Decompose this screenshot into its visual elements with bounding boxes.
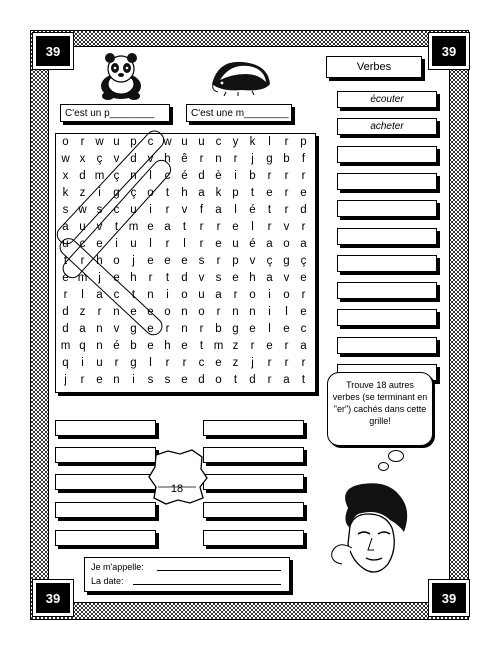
grid-letter[interactable]: o bbox=[283, 289, 290, 301]
name-date-tile bbox=[84, 557, 290, 592]
grid-letter[interactable]: o bbox=[147, 187, 154, 199]
grid-letter[interactable]: m bbox=[77, 272, 88, 284]
grid-letter[interactable]: e bbox=[130, 306, 137, 318]
grid-letter[interactable]: e bbox=[181, 374, 188, 386]
grid-letter[interactable]: r bbox=[284, 136, 289, 148]
grid-letter[interactable]: e bbox=[300, 272, 307, 284]
grid-letter[interactable]: j bbox=[64, 374, 67, 386]
grid-letter[interactable]: q bbox=[62, 357, 69, 369]
grid-letter[interactable]: r bbox=[148, 272, 153, 284]
grid-letter[interactable]: r bbox=[301, 221, 306, 233]
grid-letter[interactable]: n bbox=[232, 306, 239, 318]
grid-letter[interactable]: t bbox=[267, 204, 272, 216]
grid-letter[interactable]: g bbox=[266, 153, 273, 165]
grid-letter[interactable]: c bbox=[198, 357, 205, 369]
grid-letter[interactable]: n bbox=[130, 170, 137, 182]
grid-letter[interactable]: u bbox=[198, 289, 205, 301]
grid-letter[interactable]: o bbox=[181, 289, 188, 301]
grid-letter[interactable]: n bbox=[96, 340, 103, 352]
grid-letter[interactable]: d bbox=[79, 170, 86, 182]
grid-letter[interactable]: s bbox=[164, 374, 171, 386]
grid-letter[interactable]: u bbox=[181, 136, 188, 148]
name-label: Je m'appelle: bbox=[91, 562, 144, 572]
grid-letter[interactable]: r bbox=[199, 153, 204, 165]
grid-letter[interactable]: r bbox=[267, 221, 272, 233]
grid-letter[interactable]: r bbox=[301, 289, 306, 301]
page-number-top-right: 39 bbox=[429, 33, 469, 69]
grid-letter[interactable]: r bbox=[284, 170, 289, 182]
grid-letter[interactable]: r bbox=[301, 170, 306, 182]
grid-letter[interactable]: m bbox=[94, 170, 105, 182]
grid-letter[interactable]: h bbox=[249, 272, 256, 284]
grid-letter[interactable]: c bbox=[300, 323, 307, 335]
grid-letter[interactable]: r bbox=[114, 357, 119, 369]
grid-letter[interactable]: l bbox=[149, 170, 152, 182]
grid-letter[interactable]: s bbox=[215, 272, 222, 284]
grid-letter[interactable]: p bbox=[232, 187, 239, 199]
grid-letter[interactable]: m bbox=[213, 340, 224, 352]
grid-letter[interactable]: j bbox=[251, 153, 254, 165]
grid-letter[interactable]: r bbox=[199, 221, 204, 233]
grid-letter[interactable]: é bbox=[249, 238, 256, 250]
grid-letter[interactable]: o bbox=[62, 136, 69, 148]
grid-letter[interactable]: j bbox=[98, 272, 101, 284]
grid-letter[interactable]: n bbox=[249, 306, 256, 318]
word-list-box[interactable] bbox=[337, 255, 437, 272]
grid-letter[interactable]: u bbox=[113, 136, 120, 148]
grid-letter[interactable]: n bbox=[181, 323, 188, 335]
grid-letter[interactable]: e bbox=[62, 272, 69, 284]
grid-letter[interactable]: x bbox=[62, 170, 69, 182]
grid-letter[interactable]: g bbox=[113, 187, 120, 199]
torn-paper-shape bbox=[146, 449, 208, 505]
grid-letter[interactable]: e bbox=[147, 306, 154, 318]
grid-letter[interactable]: a bbox=[283, 374, 290, 386]
word-list-box[interactable] bbox=[337, 200, 437, 217]
grid-letter[interactable]: l bbox=[149, 238, 152, 250]
grid-letter[interactable]: v bbox=[113, 153, 120, 165]
word-list-box[interactable] bbox=[337, 173, 437, 190]
grid-letter[interactable]: e bbox=[215, 357, 222, 369]
grid-letter[interactable]: i bbox=[98, 187, 101, 199]
grid-letter[interactable]: h bbox=[164, 340, 171, 352]
grid-letter[interactable]: a bbox=[300, 238, 307, 250]
grid-letter[interactable]: e bbox=[147, 255, 154, 267]
grid-letter[interactable]: r bbox=[165, 357, 170, 369]
grid-letter[interactable]: w bbox=[95, 136, 104, 148]
grid-letter[interactable]: c bbox=[164, 170, 171, 182]
grid-letter[interactable]: m bbox=[60, 340, 71, 352]
verbs-title: Verbes bbox=[326, 56, 422, 78]
grid-letter[interactable]: ç bbox=[266, 255, 273, 267]
grid-letter[interactable]: l bbox=[268, 323, 271, 335]
grid-letter[interactable]: b bbox=[130, 340, 137, 352]
date-line[interactable] bbox=[133, 584, 281, 585]
grid-letter[interactable]: r bbox=[216, 306, 221, 318]
grid-letter[interactable]: g bbox=[283, 255, 290, 267]
grid-letter[interactable]: u bbox=[96, 357, 103, 369]
grid-letter[interactable]: a bbox=[96, 289, 103, 301]
grid-letter[interactable]: n bbox=[96, 323, 103, 335]
grid-letter[interactable]: c bbox=[147, 136, 154, 148]
grid-letter[interactable]: c bbox=[215, 136, 222, 148]
grid-letter[interactable]: t bbox=[199, 340, 204, 352]
grid-letter[interactable]: i bbox=[166, 289, 169, 301]
instruction-bubble bbox=[327, 372, 433, 446]
grid-letter[interactable]: d bbox=[62, 306, 69, 318]
word-count: 18 bbox=[170, 483, 184, 495]
grid-letter[interactable]: m bbox=[128, 221, 139, 233]
answer-box[interactable] bbox=[203, 420, 304, 436]
grid-letter[interactable]: k bbox=[215, 187, 222, 199]
grid-letter[interactable]: r bbox=[301, 357, 306, 369]
page-number-bottom-right: 39 bbox=[429, 580, 469, 616]
grid-letter[interactable]: d bbox=[300, 204, 307, 216]
grid-letter[interactable]: è bbox=[215, 170, 222, 182]
grid-letter[interactable]: d bbox=[130, 153, 137, 165]
grid-letter[interactable]: p bbox=[300, 136, 307, 148]
grid-letter[interactable]: w bbox=[163, 136, 172, 148]
grid-letter[interactable]: s bbox=[198, 255, 205, 267]
grid-letter[interactable]: t bbox=[233, 374, 238, 386]
name-line[interactable] bbox=[157, 570, 281, 571]
grid-letter[interactable]: e bbox=[147, 323, 154, 335]
grid-letter[interactable]: n bbox=[113, 306, 120, 318]
grid-letter[interactable]: n bbox=[113, 374, 120, 386]
grid-letter[interactable]: r bbox=[233, 289, 238, 301]
answer-box[interactable] bbox=[55, 530, 156, 546]
grid-letter[interactable]: i bbox=[149, 204, 152, 216]
grid-letter[interactable]: r bbox=[165, 204, 170, 216]
grid-letter[interactable]: v bbox=[147, 153, 154, 165]
grid-letter[interactable]: r bbox=[182, 357, 187, 369]
grid-letter[interactable]: t bbox=[131, 289, 136, 301]
grid-letter[interactable]: r bbox=[199, 238, 204, 250]
page-number-top-left: 39 bbox=[33, 33, 73, 69]
grid-letter[interactable]: r bbox=[80, 255, 85, 267]
grid-letter[interactable]: c bbox=[79, 238, 86, 250]
word-list-box[interactable] bbox=[337, 228, 437, 245]
grid-letter[interactable]: e bbox=[215, 238, 222, 250]
grid-letter[interactable]: h bbox=[130, 272, 137, 284]
grid-letter[interactable]: z bbox=[232, 340, 239, 352]
grid-letter[interactable]: j bbox=[132, 255, 135, 267]
grid-letter[interactable]: t bbox=[63, 255, 68, 267]
grid-letter[interactable]: d bbox=[249, 374, 256, 386]
grid-letter[interactable]: e bbox=[266, 340, 273, 352]
grid-letter[interactable]: v bbox=[96, 221, 103, 233]
grid-letter[interactable]: u bbox=[130, 238, 137, 250]
word-list-box[interactable]: acheter bbox=[337, 118, 437, 135]
grid-letter[interactable]: z bbox=[232, 357, 239, 369]
grid-letter[interactable]: l bbox=[183, 238, 186, 250]
grid-letter[interactable]: p bbox=[130, 136, 137, 148]
page-number-bottom-left: 39 bbox=[33, 580, 73, 616]
grid-letter[interactable]: e bbox=[181, 340, 188, 352]
grid-letter[interactable]: e bbox=[96, 238, 103, 250]
grid-letter[interactable]: é bbox=[113, 340, 120, 352]
grid-letter[interactable]: g bbox=[130, 357, 137, 369]
grid-letter[interactable]: r bbox=[284, 187, 289, 199]
grid-letter[interactable]: a bbox=[198, 187, 205, 199]
grid-letter[interactable]: l bbox=[149, 357, 152, 369]
thought-dot bbox=[388, 450, 404, 462]
grid-letter[interactable]: e bbox=[232, 221, 239, 233]
grid-letter[interactable]: a bbox=[62, 221, 69, 233]
grid-letter[interactable]: d bbox=[181, 272, 188, 284]
grid-letter[interactable]: a bbox=[79, 323, 86, 335]
grid-letter[interactable]: a bbox=[215, 204, 222, 216]
grid-letter[interactable]: r bbox=[199, 323, 204, 335]
grid-letter[interactable]: g bbox=[232, 323, 239, 335]
grid-letter[interactable]: v bbox=[181, 204, 188, 216]
grid-letter[interactable]: l bbox=[81, 289, 84, 301]
grid-letter[interactable]: r bbox=[80, 136, 85, 148]
panda-illustration bbox=[96, 52, 146, 100]
word-list-box[interactable] bbox=[337, 146, 437, 163]
grid-letter[interactable]: g bbox=[130, 323, 137, 335]
grid-letter[interactable]: e bbox=[300, 306, 307, 318]
grid-letter[interactable]: v bbox=[198, 272, 205, 284]
grid-letter[interactable]: v bbox=[113, 323, 120, 335]
grid-letter[interactable]: a bbox=[266, 272, 273, 284]
grid-letter[interactable]: d bbox=[198, 170, 205, 182]
grid-letter[interactable]: t bbox=[165, 187, 170, 199]
face-illustration bbox=[328, 478, 414, 578]
grid-letter[interactable]: e bbox=[181, 255, 188, 267]
word-list-box[interactable] bbox=[337, 282, 437, 299]
grid-letter[interactable]: u bbox=[79, 221, 86, 233]
grid-letter[interactable]: o bbox=[283, 238, 290, 250]
grid-letter[interactable]: h bbox=[181, 187, 188, 199]
answer-box[interactable] bbox=[203, 530, 304, 546]
grid-letter[interactable]: r bbox=[63, 289, 68, 301]
grid-letter[interactable]: e bbox=[300, 187, 307, 199]
grid-letter[interactable]: e bbox=[113, 272, 120, 284]
grid-letter[interactable]: e bbox=[96, 374, 103, 386]
grid-letter[interactable]: u bbox=[198, 136, 205, 148]
grid-letter[interactable]: i bbox=[115, 238, 118, 250]
grid-letter[interactable]: u bbox=[232, 238, 239, 250]
grid-letter[interactable]: n bbox=[181, 306, 188, 318]
grid-letter[interactable]: ç bbox=[130, 187, 137, 199]
grid-letter[interactable]: b bbox=[249, 170, 256, 182]
answer-box[interactable] bbox=[203, 502, 304, 518]
grid-letter[interactable]: r bbox=[216, 255, 221, 267]
grid-letter[interactable]: n bbox=[215, 153, 222, 165]
grid-letter[interactable]: é bbox=[181, 170, 188, 182]
instruction-text: Trouve 18 autres verbes (se terminant en "er") cachés dans cette grille! bbox=[332, 380, 428, 426]
grid-letter[interactable]: t bbox=[182, 221, 187, 233]
grid-letter[interactable]: u bbox=[62, 238, 69, 250]
grid-letter[interactable]: r bbox=[80, 374, 85, 386]
grid-letter[interactable]: h bbox=[96, 255, 103, 267]
grid-letter[interactable]: j bbox=[251, 357, 254, 369]
grid-letter[interactable]: a bbox=[300, 340, 307, 352]
grid-letter[interactable]: i bbox=[268, 306, 271, 318]
answer-box[interactable] bbox=[55, 474, 156, 490]
grid-letter[interactable]: o bbox=[215, 374, 222, 386]
answer-box[interactable] bbox=[55, 502, 156, 518]
grid-letter[interactable]: t bbox=[301, 374, 306, 386]
grid-letter[interactable]: v bbox=[283, 221, 290, 233]
grid-letter[interactable]: y bbox=[232, 136, 239, 148]
grid-letter[interactable]: i bbox=[234, 170, 237, 182]
grid-letter[interactable]: r bbox=[97, 306, 102, 318]
grid-letter[interactable]: r bbox=[267, 374, 272, 386]
word-list-box[interactable]: écouter bbox=[337, 91, 437, 108]
grid-letter[interactable]: c bbox=[113, 204, 120, 216]
grid-letter[interactable]: l bbox=[268, 136, 271, 148]
grid-letter[interactable]: v bbox=[249, 255, 256, 267]
grid-letter[interactable]: r bbox=[284, 204, 289, 216]
grid-letter[interactable]: o bbox=[113, 255, 120, 267]
grid-letter[interactable]: k bbox=[249, 136, 256, 148]
word-list-box[interactable] bbox=[337, 309, 437, 326]
grid-letter[interactable]: n bbox=[147, 289, 154, 301]
grid-letter[interactable]: l bbox=[234, 204, 237, 216]
grid-letter[interactable]: z bbox=[79, 187, 86, 199]
grid-letter[interactable]: ç bbox=[96, 153, 103, 165]
grid-letter[interactable]: a bbox=[215, 289, 222, 301]
grid-letter[interactable]: b bbox=[215, 323, 222, 335]
answer-box[interactable] bbox=[203, 447, 304, 463]
grid-letter[interactable]: ç bbox=[300, 255, 307, 267]
grid-letter[interactable]: r bbox=[165, 238, 170, 250]
grid-letter[interactable]: e bbox=[266, 187, 273, 199]
grid-letter[interactable]: f bbox=[199, 204, 204, 216]
answer-box[interactable] bbox=[203, 474, 304, 490]
grid-letter[interactable]: é bbox=[249, 204, 256, 216]
grid-letter[interactable]: w bbox=[78, 204, 87, 216]
grid-letter[interactable]: w bbox=[61, 153, 70, 165]
grid-letter[interactable]: v bbox=[283, 272, 290, 284]
skunk-illustration bbox=[208, 54, 274, 96]
grid-letter[interactable]: ê bbox=[181, 153, 188, 165]
grid-letter[interactable]: t bbox=[250, 187, 255, 199]
grid-letter[interactable]: r bbox=[165, 323, 170, 335]
grid-letter[interactable]: h bbox=[164, 153, 171, 165]
grid-letter[interactable]: a bbox=[164, 221, 171, 233]
answer-box[interactable] bbox=[55, 420, 156, 436]
date-label: La date: bbox=[91, 576, 124, 586]
grid-letter[interactable]: r bbox=[284, 340, 289, 352]
grid-letter[interactable]: x bbox=[79, 153, 86, 165]
grid-letter[interactable]: c bbox=[113, 289, 120, 301]
grid-letter[interactable]: s bbox=[62, 204, 69, 216]
grid-letter[interactable]: o bbox=[249, 289, 256, 301]
grid-letter[interactable]: t bbox=[114, 221, 119, 233]
grid-letter[interactable]: u bbox=[130, 204, 137, 216]
grid-letter[interactable]: e bbox=[283, 323, 290, 335]
grid-letter[interactable]: r bbox=[267, 357, 272, 369]
grid-letter[interactable]: e bbox=[249, 323, 256, 335]
panda-label: C'est un p________ bbox=[60, 104, 170, 122]
grid-letter[interactable]: e bbox=[164, 255, 171, 267]
grid-letter[interactable]: b bbox=[283, 153, 290, 165]
grid-letter[interactable]: i bbox=[268, 289, 271, 301]
grid-letter[interactable]: r bbox=[250, 340, 255, 352]
grid-letter[interactable]: e bbox=[147, 340, 154, 352]
grid-letter[interactable]: i bbox=[132, 374, 135, 386]
skunk-label: C'est une m________ bbox=[186, 104, 292, 122]
grid-letter[interactable]: s bbox=[96, 204, 103, 216]
grid-letter[interactable]: p bbox=[232, 255, 239, 267]
grid-letter[interactable]: r bbox=[267, 170, 272, 182]
grid-letter[interactable]: r bbox=[284, 357, 289, 369]
grid-letter[interactable]: t bbox=[165, 272, 170, 284]
grid-letter[interactable]: i bbox=[81, 357, 84, 369]
grid-letter[interactable]: k bbox=[62, 187, 69, 199]
grid-letter[interactable]: a bbox=[266, 238, 273, 250]
grid-letter[interactable]: r bbox=[233, 153, 238, 165]
grid-letter[interactable]: l bbox=[251, 221, 254, 233]
grid-letter[interactable]: ç bbox=[113, 170, 120, 182]
grid-letter[interactable]: d bbox=[198, 374, 205, 386]
grid-letter[interactable]: s bbox=[147, 374, 154, 386]
grid-letter[interactable]: q bbox=[79, 340, 86, 352]
grid-letter[interactable]: z bbox=[79, 306, 86, 318]
grid-letter[interactable]: e bbox=[232, 272, 239, 284]
grid-letter[interactable]: r bbox=[216, 221, 221, 233]
grid-letter[interactable]: l bbox=[285, 306, 288, 318]
grid-letter[interactable]: o bbox=[198, 306, 205, 318]
word-list-box[interactable] bbox=[337, 337, 437, 354]
grid-letter[interactable]: e bbox=[147, 221, 154, 233]
thought-dot bbox=[378, 462, 389, 471]
grid-letter[interactable]: f bbox=[301, 153, 306, 165]
grid-letter[interactable]: o bbox=[164, 306, 171, 318]
grid-letter[interactable]: d bbox=[62, 323, 69, 335]
answer-box[interactable] bbox=[55, 447, 156, 463]
